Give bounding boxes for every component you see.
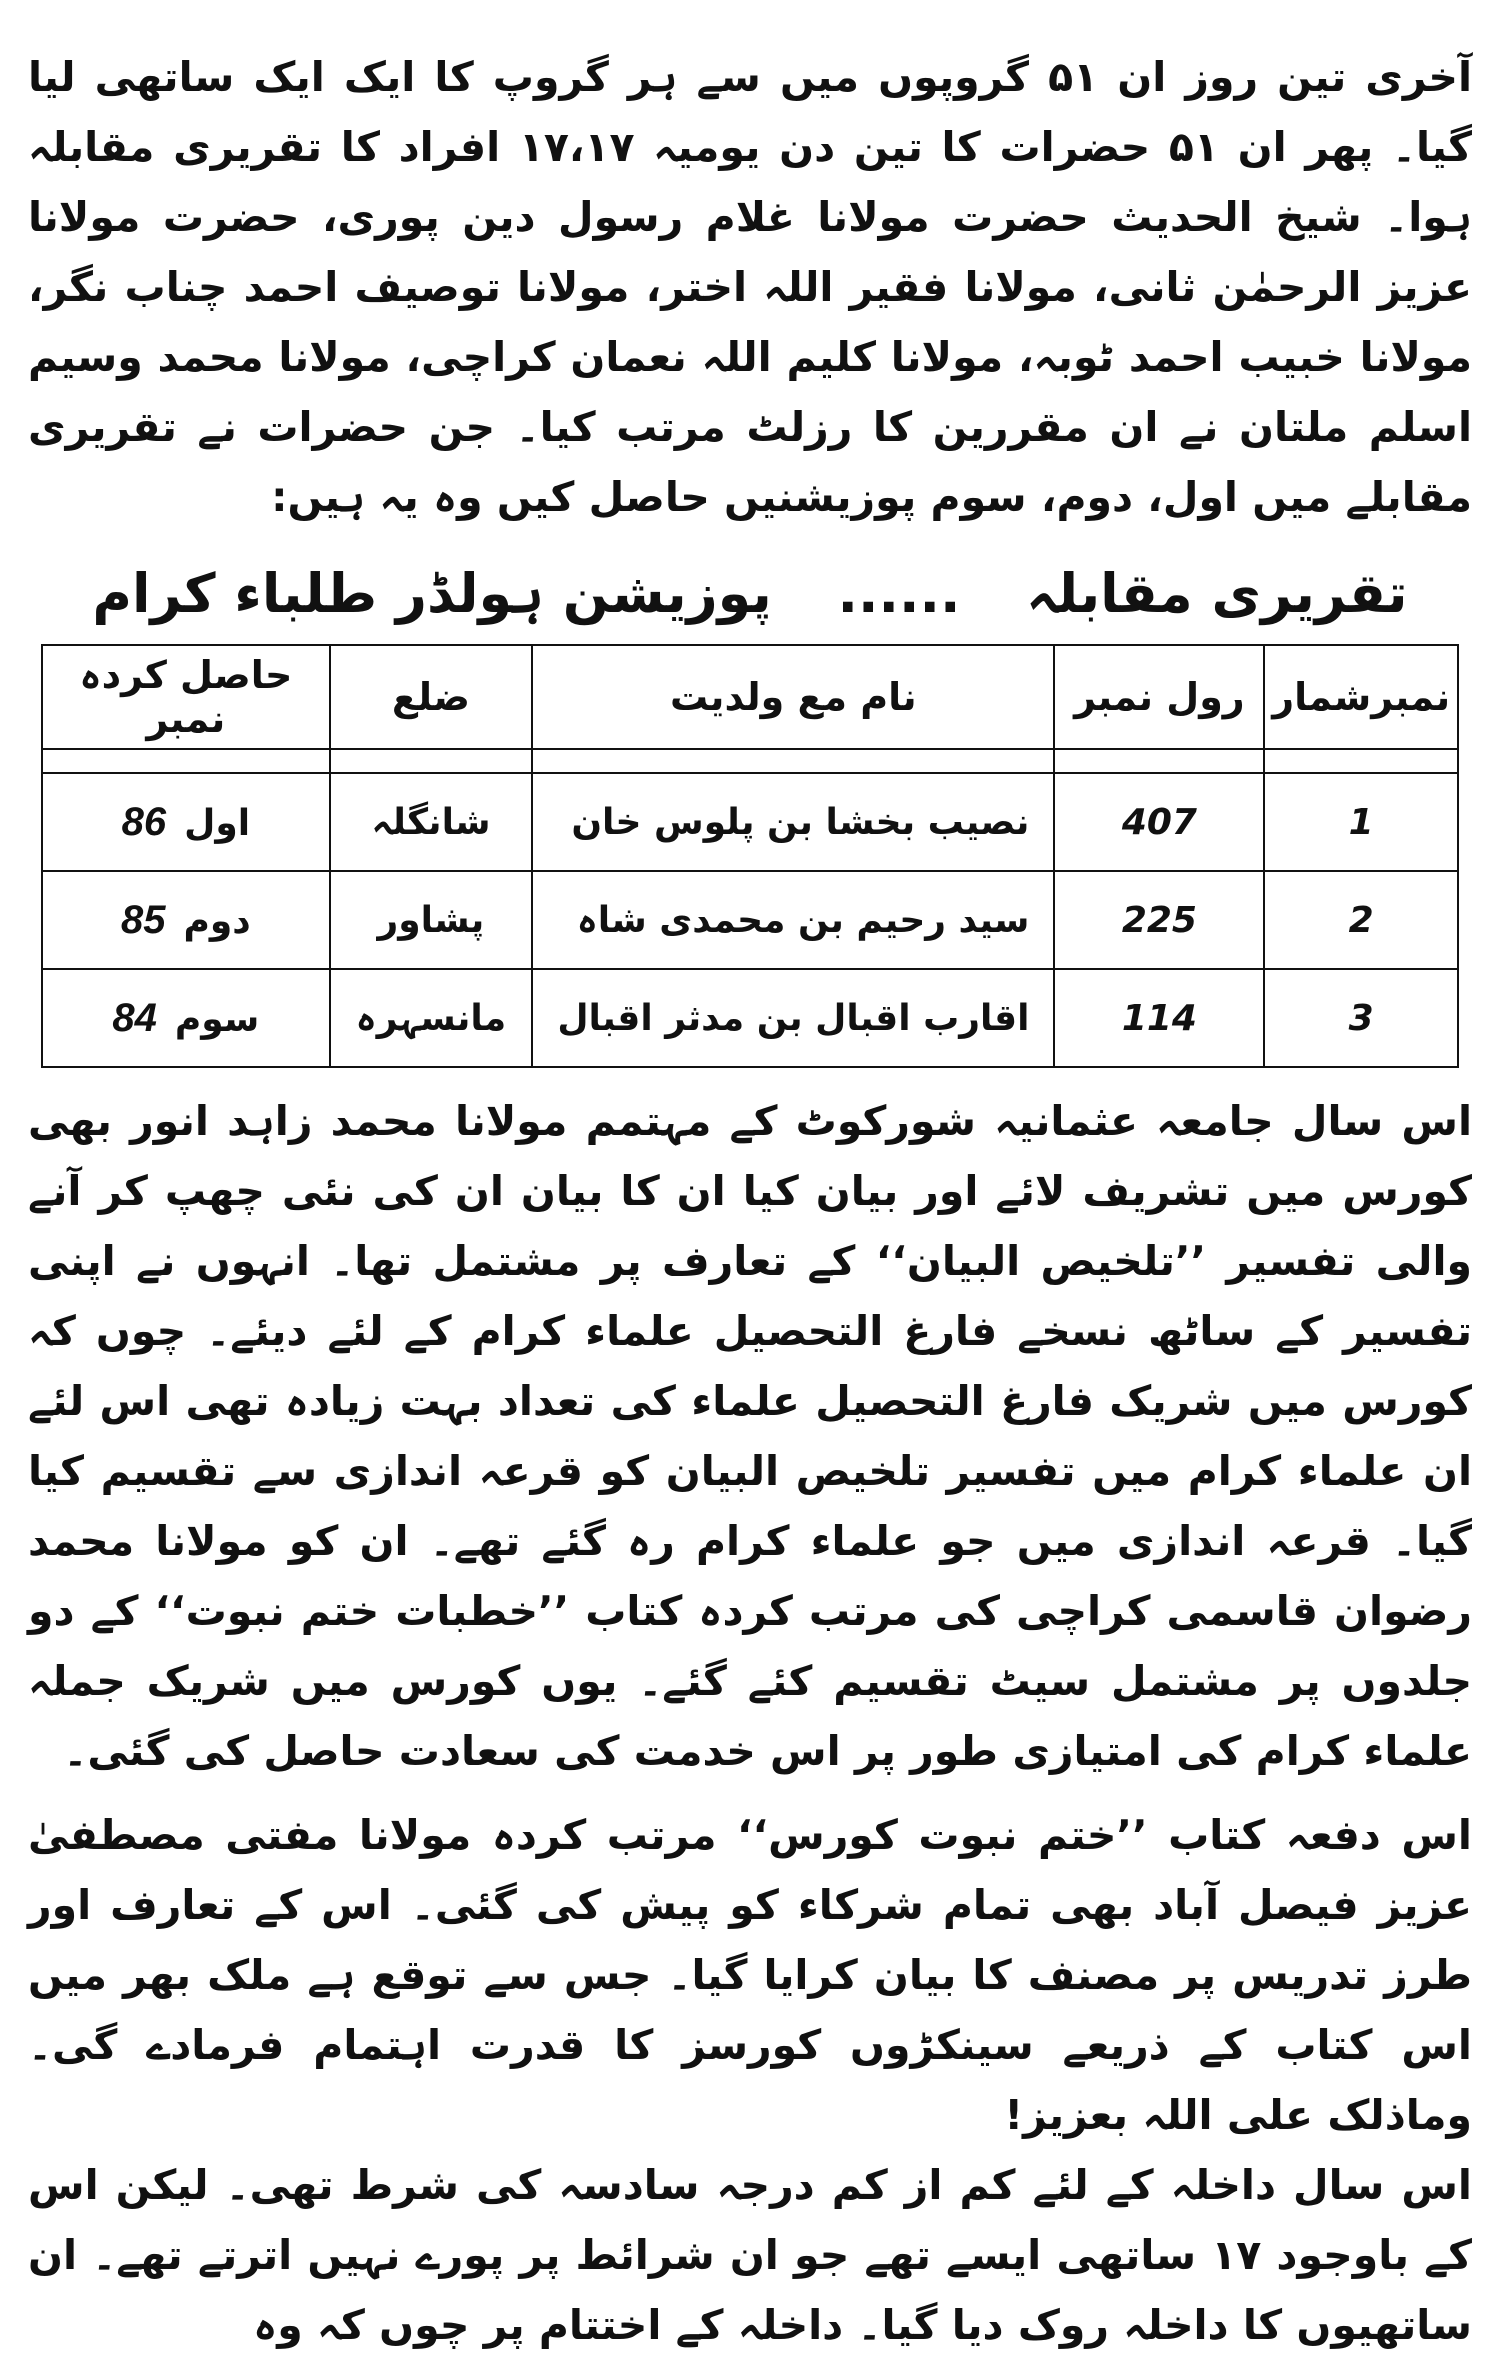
table-heading-dots: ...... bbox=[837, 562, 961, 625]
cell-marks bbox=[42, 871, 330, 969]
cell-marks bbox=[42, 969, 330, 1067]
cell-score: 84 bbox=[112, 995, 157, 1040]
paragraph-tafseer: اس سال جامعہ عثمانیہ شورکوٹ کے مہتمم مولانا محمد زاہد انور بھی کورس میں تشریف لائے اور بیان کیا ان کا بیان ان کی نئی چھپ کر آنے والی تفسیر ’’تلخیص البیان‘‘ کے تعارف پر مشتمل تھا۔ انہوں نے اپنی تفسیر کے ساٹھ نسخے فارغ التحصیل علماء کرام کے لئے دیئے۔ چوں کہ کورس میں شریک فارغ التحصیل علماء کی تعداد بہت زیادہ تھی اس لئے ان علماء کرام میں تفسیر تلخیص البیان کو قرعہ اندازی سے تقسیم کیا گیا۔ قرعہ اندازی میں جو علماء کرام رہ گئے تھے۔ ان کو مولانا محمد رضوان قاسمی کراچی کی مرتب کردہ کتاب ’’خطبات ختم نبوت‘‘ کے دو جلدوں پر مشتمل سیٹ تقسیم کئے گئے۔ یوں کورس میں شریک جملہ علماء کرام کی امتیازی طور پر اس خدمت کی سعادت حاصل کی گئی۔ bbox=[28, 1097, 1472, 1775]
cell-position: اول bbox=[184, 802, 251, 844]
cell-serial: 3 bbox=[1264, 969, 1458, 1067]
paragraph-khatm-course: اس دفعہ کتاب ’’ختم نبوت کورس‘‘ مرتب کردہ مولانا مفتی مصطفیٰ عزیز فیصل آباد بھی تمام شرکاء کو پیش کی گئی۔ اس کے تعارف اور طرز تدریس پر مصنف کا بیان کرایا گیا۔ جس سے توقع ہے ملک بھر میں اس کتاب کے ذریعے سینکڑوں کورسز کا قدرت اہتمام فرمادے گی۔ وماذلک علی اللہ بعزیز! bbox=[28, 1811, 1472, 2139]
cell-score: 86 bbox=[121, 799, 167, 844]
cell-serial: 2 bbox=[1264, 871, 1458, 969]
cell-score: 85 bbox=[120, 897, 166, 942]
cell-district: شانگلہ bbox=[330, 773, 532, 871]
results-table bbox=[41, 644, 1459, 1068]
table-row bbox=[42, 773, 1458, 871]
cell-name: نصیب بخشا بن پلوس خان bbox=[532, 773, 1054, 871]
cell-marks bbox=[42, 773, 330, 871]
cell-district: پشاور bbox=[330, 871, 532, 969]
cell-position: دوم bbox=[183, 900, 251, 942]
header-name: نام مع ولدیت bbox=[532, 645, 1054, 749]
header-roll: رول نمبر bbox=[1054, 645, 1264, 749]
table-heading-right: پوزیشن ہولڈر طلباء کرام bbox=[92, 562, 772, 625]
cell-roll: 225 bbox=[1054, 871, 1264, 969]
cell-roll: 407 bbox=[1054, 773, 1264, 871]
cell-position: سوم bbox=[174, 998, 260, 1040]
cell-district: مانسہرہ bbox=[330, 969, 532, 1067]
table-row bbox=[42, 871, 1458, 969]
table-spacer-row bbox=[42, 749, 1458, 773]
paragraph-intro: آخری تین روز ان ۵۱ گروپوں میں سے ہر گروپ کا ایک ایک ساتھی لیا گیا۔ پھر ان ۵۱ حضرات کا تین دن یومیہ ۱۷،۱۷ افراد کا تقریری مقابلہ ہوا۔ شیخ الحدیث حضرت مولانا غلام رسول دین پوری، حضرت مولانا عزیز الرحمٰن ثانی، مولانا فقیر اللہ اختر، مولانا توصیف احمد چناب نگر، مولانا خبیب احمد ٹوبہ، مولانا کلیم اللہ نعمان کراچی، مولانا محمد وسیم اسلم ملتان نے ان مقررین کا رزلٹ مرتب کیا۔ جن حضرات نے تقریری مقابلے میں اول، دوم، سوم پوزیشنیں حاصل کیں وہ یہ ہیں: bbox=[28, 53, 1472, 521]
header-marks: حاصل کردہ نمبر bbox=[42, 645, 330, 749]
cell-serial: 1 bbox=[1264, 773, 1458, 871]
cell-name: سید رحیم بن محمدی شاہ bbox=[532, 871, 1054, 969]
cell-roll: 114 bbox=[1054, 969, 1264, 1067]
table-heading bbox=[28, 554, 1472, 634]
table-header-row bbox=[42, 645, 1458, 749]
cell-name: اقارب اقبال بن مدثر اقبال bbox=[532, 969, 1054, 1067]
header-district: ضلع bbox=[330, 645, 532, 749]
table-heading-left: تقریری مقابلہ bbox=[1026, 562, 1408, 625]
table-row bbox=[42, 969, 1458, 1067]
header-serial: نمبرشمار bbox=[1264, 645, 1458, 749]
paragraph-admission: اس سال داخلہ کے لئے کم از کم درجہ سادسہ کی شرط تھی۔ لیکن اس کے باوجود ۱۷ ساتھی ایسے تھے جو ان شرائط پر پورے نہیں اترتے تھے۔ ان ساتھیوں کا داخلہ روک دیا گیا۔ داخلہ کے اختتام پر چوں کہ وہ bbox=[28, 2161, 1472, 2349]
